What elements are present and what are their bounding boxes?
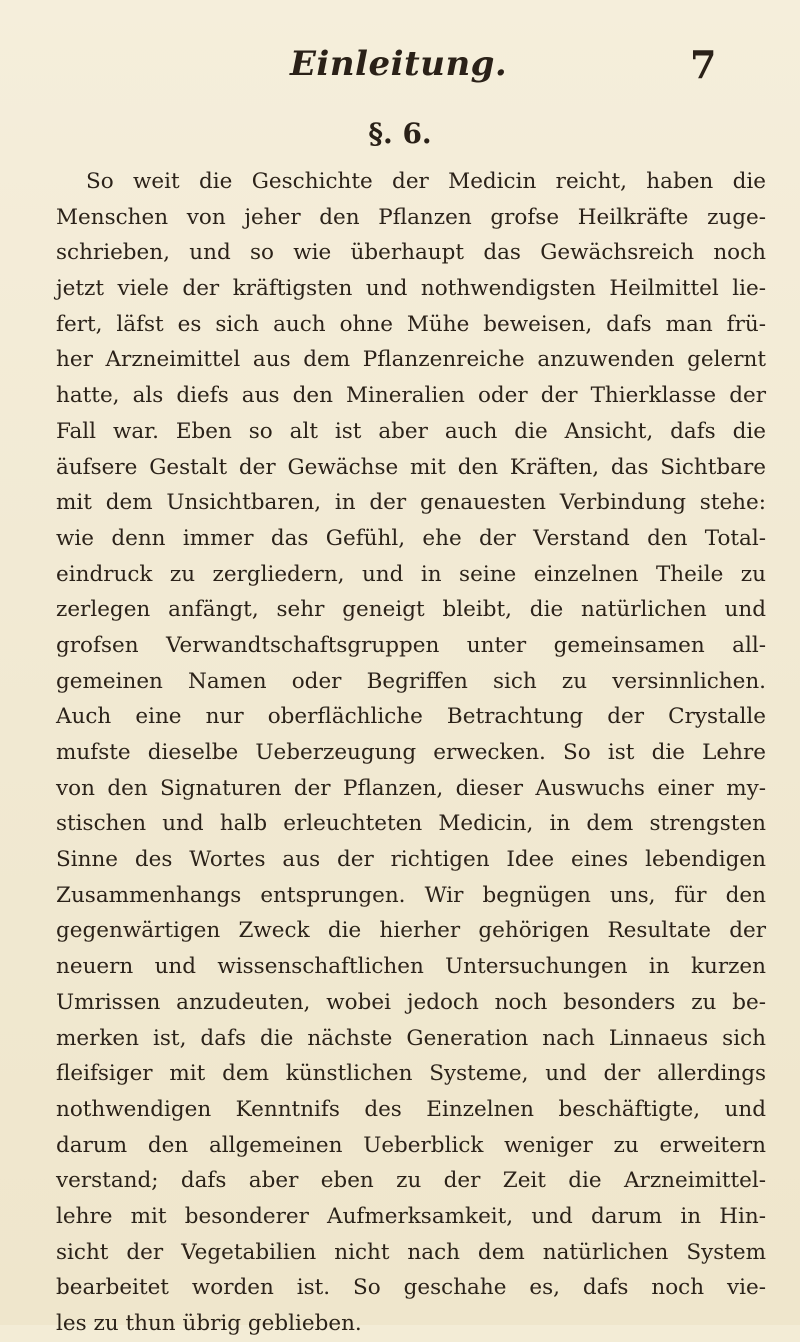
text-line: mufste dieselbe Ueberzeugung erwecken. So ist die Lehre (56, 740, 766, 765)
section-heading: §. 6. (368, 117, 432, 150)
text-line: verstand; dafs aber eben zu der Zeit die Arzneimittel- (56, 1168, 766, 1194)
page-number: 7 (690, 42, 717, 87)
text-line: her Arzneimittel aus dem Pflanzenreiche anzuwenden gelernt (56, 347, 766, 373)
text-line: les zu thun übrig geblieben. (56, 1311, 362, 1336)
text-line: Auch eine nur oberflächliche Betrachtung der Crystalle (56, 704, 766, 730)
text-line: merken ist, dafs die nächste Generation nach Linnaeus sich (56, 1025, 766, 1051)
text-line: wie denn immer das Gefühl, ehe der Verstand den Total- (56, 525, 766, 551)
text-line: neuern und wissenschaftlichen Untersuchungen in kurzen (56, 954, 766, 980)
text-line: grofsen Verwandtschaftsgruppen unter gemeinsamen all- (56, 632, 766, 658)
text-line: gemeinen Namen oder Begriffen sich zu versinnlichen. (56, 668, 766, 694)
text-line: bearbeitet worden ist. So geschahe es, dafs noch vie- (56, 1275, 766, 1301)
text-line: fleifsiger mit dem künstlichen Systeme, und der allerdings (56, 1061, 766, 1087)
text-line: jetzt viele der kräftigsten und nothwendigsten Heilmittel lie- (56, 276, 766, 302)
text-line: So weit die Geschichte der Medicin reicht, haben die (86, 169, 766, 194)
text-line: fert, läfst es sich auch ohne Mühe beweisen, dafs man frü- (56, 311, 766, 337)
text-line: Fall war. Eben so alt ist aber auch die Ansicht, dafs die (56, 418, 766, 444)
text-line: sicht der Vegetabilien nicht nach dem natürlichen System (56, 1239, 766, 1265)
text-line: nothwendigen Kenntnifs des Einzelnen beschäftigte, und (56, 1096, 766, 1122)
text-line: Umrissen anzudeuten, wobei jedoch noch besonders zu be- (56, 989, 766, 1015)
text-line: von den Signaturen der Pflanzen, dieser Auswuchs einer my- (56, 775, 766, 801)
text-line: mit dem Unsichtbaren, in der genauesten Verbindung stehe: (56, 490, 766, 516)
text-line: schrieben, und so wie überhaupt das Gewächsreich noch (56, 240, 766, 266)
text-line: hatte, als diefs aus den Mineralien oder der Thierklasse der (56, 383, 766, 409)
text-line: Menschen von jeher den Pflanzen grofse Heilkräfte zuge- (56, 204, 766, 230)
running-title: Einleitung. (290, 44, 508, 84)
text-line: äufsere Gestalt der Gewächse mit den Kräften, das Sichtbare (56, 454, 766, 480)
text-line: Sinne des Wortes aus der richtigen Idee eines lebendigen (56, 847, 766, 873)
text-line: lehre mit besonderer Aufmerksamkeit, und darum in Hin- (56, 1203, 766, 1229)
paragraph (56, 164, 766, 1342)
text-line: gegenwärtigen Zweck die hierher gehörigen Resultate der (56, 918, 766, 944)
text-line: Zusammenhangs entsprungen. Wir begnügen uns, für den (56, 882, 766, 908)
page-header (0, 40, 800, 100)
text-line: stischen und halb erleuchteten Medicin, in dem strengsten (56, 811, 766, 837)
text-line: zerlegen anfängt, sehr geneigt bleibt, die natürlichen und (56, 597, 766, 623)
text-line: eindruck zu zergliedern, und in seine einzelnen Theile zu (56, 561, 766, 587)
text-line: darum den allgemeinen Ueberblick weniger zu erweitern (56, 1132, 766, 1158)
